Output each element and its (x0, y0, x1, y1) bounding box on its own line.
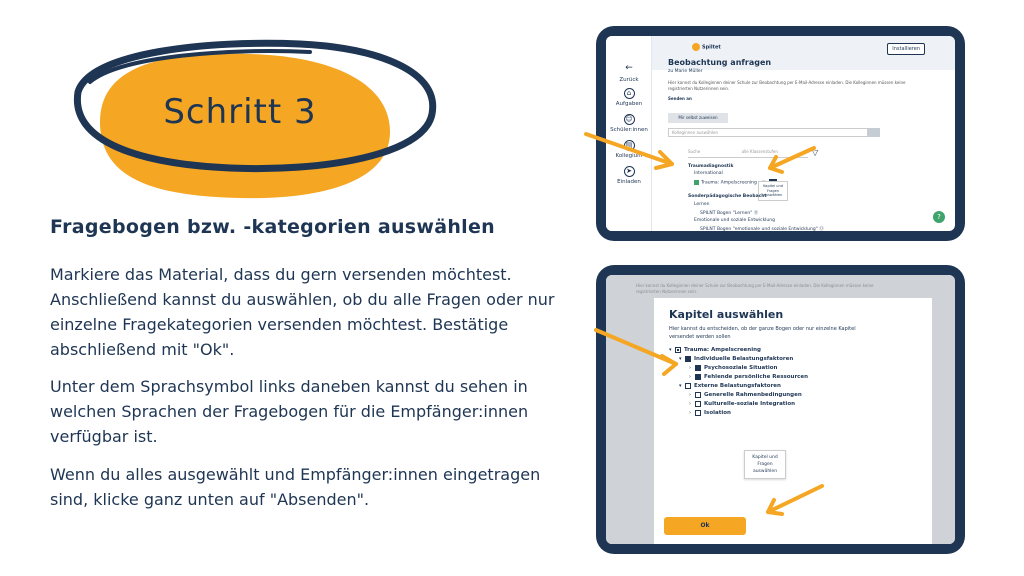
chapters-screen (606, 275, 955, 544)
nav-tasks[interactable] (606, 88, 652, 107)
step-badge (60, 22, 450, 212)
checkbox[interactable] (695, 392, 701, 398)
chevron-right-icon[interactable]: › (689, 365, 691, 371)
nav-students[interactable] (606, 114, 652, 133)
checkbox[interactable] (695, 365, 701, 371)
tree-label: Isolation (704, 410, 731, 416)
nav-label: Kollegium (615, 153, 643, 159)
material-label: SPILNT Bogen "Lernen" (700, 211, 753, 216)
tree-label: Kulturelle-soziale Integration (704, 401, 796, 407)
send-icon: ➤ (624, 166, 635, 177)
modal-title: Kapitel auswählen (669, 308, 784, 321)
nav-back[interactable] (606, 64, 652, 83)
language-icon[interactable]: ⓪ (819, 227, 824, 231)
tree-node[interactable] (689, 400, 795, 409)
checkbox[interactable] (695, 374, 701, 380)
material-row[interactable] (700, 210, 758, 216)
page-title: Beobachtung anfragen (668, 58, 772, 67)
tooltip: Kapitel und Fragen auswählen (744, 450, 786, 479)
chevron-down-icon[interactable]: ▾ (679, 356, 682, 362)
section-heading: Fragebogen bzw. -kategorien auswählen (50, 216, 496, 238)
tree-label: Fehlende persönliche Ressourcen (704, 374, 809, 380)
request-screen (606, 36, 955, 231)
tree-node[interactable] (689, 409, 731, 418)
users-icon: ☺ (625, 115, 633, 123)
chevron-right-icon[interactable]: › (689, 410, 691, 416)
tree-node[interactable] (669, 346, 761, 355)
colleague-add-button[interactable] (868, 128, 880, 137)
search-input[interactable] (688, 149, 808, 158)
nav-label: Schüler:innen (610, 127, 648, 133)
tree-node[interactable] (679, 382, 781, 391)
chevron-right-icon[interactable]: › (689, 401, 691, 407)
paragraph-3: Wenn du alles ausgewählt und Empfänger:innen eingetragen sind, klicke ganz unten auf "Absenden". (50, 465, 541, 509)
tree-node[interactable] (689, 364, 777, 373)
section-label: Sonderpädagogische Beobacht (688, 194, 767, 199)
send-to-label: Senden an (668, 96, 692, 101)
tree-label: Psychosoziale Situation (704, 365, 778, 371)
material-label: SPILNT Bogen "emotionale und soziale Entwicklung" (700, 227, 818, 231)
checkbox[interactable] (695, 401, 701, 407)
nav-label: Zurück (619, 77, 639, 83)
assign-self-button[interactable]: Mir selbst zuweisen (668, 113, 728, 123)
tooltip: Kapitel und Fragen auswählen (758, 181, 788, 201)
language-icon[interactable]: ⓪ (753, 211, 759, 216)
ok-button[interactable]: Ok (664, 517, 746, 535)
modal-description: Hier kannst du entscheiden, ob der ganze Bogen oder nur einzelne Kapitel versendet werden sollen (669, 326, 856, 340)
help-icon[interactable]: ? (933, 211, 945, 223)
chevron-right-icon[interactable]: › (689, 392, 691, 398)
chapter-modal (654, 298, 932, 544)
tree-label: Externe Belastungsfaktoren (694, 383, 781, 389)
checkbox[interactable] (685, 356, 691, 362)
chevron-down-icon[interactable]: ▾ (679, 383, 682, 389)
nav-invite[interactable] (606, 166, 652, 185)
app-logo (692, 43, 721, 51)
tree-node[interactable] (679, 355, 793, 364)
material-row[interactable] (700, 226, 824, 231)
page-subtitle: zu Marie Müller (668, 69, 703, 74)
sidebar (606, 36, 652, 231)
section-label: Lernen (694, 202, 710, 207)
checkbox[interactable] (675, 347, 681, 353)
tree-label: Trauma: Ampelscreening (684, 347, 761, 353)
material-label: Trauma: Ampelscreening (701, 180, 757, 186)
step-title: Schritt 3 (163, 92, 317, 132)
background-text: Hier kannst du Kolleginnen deiner Schule zur Beobachtung per E-Mail-Adresse einladen. Die Kolleginnen müssen keine registrierten Nutzerinnen sein. (636, 283, 874, 294)
logo-icon (692, 43, 700, 51)
intro-text: Hier kannst du Kolleginnen deiner Schule zur Beobachtung per E-Mail-Adresse einladen. Die Kolleginnen müssen keine registrierten Nutzerinnen sein. (668, 80, 906, 91)
nav-label: Aufgaben (615, 101, 643, 107)
home-icon: ⌂ (624, 88, 635, 99)
checkbox[interactable] (695, 410, 701, 416)
nav-label: Einladen (617, 179, 641, 185)
tree-node[interactable] (689, 373, 808, 382)
install-button[interactable]: Installieren (887, 43, 925, 55)
nav-colleagues[interactable] (606, 140, 652, 159)
filter-icon[interactable]: ▽ (812, 148, 819, 157)
colleague-input[interactable]: Kolleginnen auswählen (668, 128, 868, 137)
arrow-left-icon: ← (625, 63, 633, 73)
tree-node[interactable] (689, 391, 802, 400)
tree-label: Individuelle Belastungsfaktoren (694, 356, 794, 362)
paragraph-2: Unter dem Sprachsymbol links daneben kannst du sehen in welchen Sprachen der Fragebogen für die Empfänger:innen verfügbar ist. (50, 377, 529, 446)
logo-text: Spiltet (702, 44, 721, 51)
section-label: Emotionale und soziale Entwicklung (694, 218, 775, 223)
section-label: Traumadiagnostik (688, 164, 734, 169)
section-label: International (694, 171, 723, 176)
screenshot-frame-request (596, 26, 965, 241)
paragraph-1: Markiere das Material, dass du gern versenden möchtest. Anschließend kannst du auswählen, ob du alle Fragen oder nur einzelne Fragekategorien versenden möchtest. Bestätige abschließend mit "Ok". (50, 265, 555, 359)
search-placeholder: Suche (688, 149, 701, 154)
chevron-right-icon[interactable]: › (689, 374, 691, 380)
checkbox-checked-icon[interactable] (694, 180, 699, 185)
screenshot-frame-chapters (596, 265, 965, 554)
checkbox[interactable] (685, 383, 691, 389)
chevron-down-icon[interactable]: ▾ (669, 347, 672, 353)
clipboard-icon: ▤ (624, 140, 635, 151)
class-filter[interactable]: alle Klassenstufen (741, 149, 778, 154)
tree-label: Generelle Rahmenbedingungen (704, 392, 802, 398)
